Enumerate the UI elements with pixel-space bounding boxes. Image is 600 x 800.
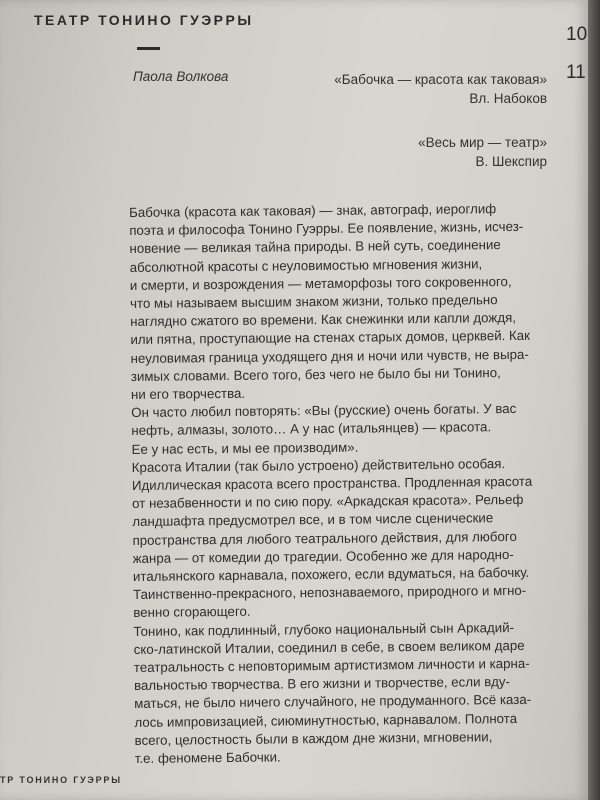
text-line: абсолютной красоты с неуловимостью мгновения жизни, bbox=[129, 255, 483, 275]
text-line: жанра — от комедии до трагедии. Особенно же для народно- bbox=[132, 546, 514, 566]
text-line: наглядно сжатого во времени. Как снежинки или капли дождя, bbox=[130, 310, 517, 330]
text-line: нефть, алмазы, золото… А у нас (итальянцев) — красота. bbox=[131, 419, 492, 439]
text-line: Бабочка (красота как таковая) — знак, автограф, иероглиф bbox=[129, 201, 497, 220]
page-number-10: 10 bbox=[566, 24, 588, 45]
text-line: от незабвенности и по сию пору. «Аркадская красота». Рельеф bbox=[132, 492, 524, 512]
text-line: маться, не было ничего случайного, не продуманного. Всё каза- bbox=[134, 692, 532, 712]
epigraph-quote: «Бабочка — красота как таковая» bbox=[334, 72, 547, 87]
author-name: Паола Волкова bbox=[133, 69, 229, 84]
running-footer-title: ТР ТОНИНО ГУЭРРЫ bbox=[0, 775, 122, 785]
text-line: поэта и философа Тонино Гуэрры. Ее появление, жизнь, исчез- bbox=[129, 219, 524, 239]
text-line: итальянского карнавала, похожего, если вдуматься, на бабочку. bbox=[132, 564, 530, 585]
text-line: что мы называем высшим знаком жизни, только предельно bbox=[129, 292, 498, 312]
body-text bbox=[129, 199, 575, 768]
text-line: Ее у нас есть, и мы ее производим». bbox=[131, 439, 359, 457]
book-edge-strip bbox=[588, 0, 600, 800]
text-line: всего, целостность были в каждом дне жизни, мгновении, bbox=[134, 729, 493, 748]
text-line: вальностью творчества. В его жизни и творчестве, если вду- bbox=[133, 674, 510, 694]
text-line: ни его творчества. bbox=[130, 385, 246, 403]
text-line: неуловимая граница уходящего дня и ночи или чувств, не выра- bbox=[130, 346, 529, 366]
text-line: Идиллическая красота всего пространства. Продленная красота bbox=[131, 473, 533, 494]
epigraph-1 bbox=[334, 70, 547, 108]
text-line: Красота Италии (так было устроено) действительно особая. bbox=[131, 455, 506, 475]
text-line: и смерти, и возрождения — метаморфозы того сокровенного, bbox=[129, 273, 512, 293]
text-line: венно сгорающего. bbox=[133, 604, 251, 621]
text-line: Таинственно-прекрасного, непознаваемого, природного и мгно- bbox=[133, 583, 527, 603]
epigraph-quote: «Весь мир — театр» bbox=[418, 135, 547, 150]
epigraph-2 bbox=[418, 133, 547, 171]
header-dash-divider bbox=[137, 47, 160, 50]
page-number-11: 11 bbox=[566, 62, 586, 83]
running-header-title: ТЕАТР ТОНИНО ГУЭРРЫ bbox=[34, 12, 254, 28]
text-line: лось импровизацией, сиюминутностью, карнавалом. Полнота bbox=[134, 710, 518, 730]
text-line: ско-латинской Италии, соединил в себе, в своем великом даре bbox=[133, 637, 525, 657]
text-line: зимых словами. Всего того, без чего не было бы ни Тонино, bbox=[130, 364, 501, 384]
epigraph-source: Вл. Набоков bbox=[469, 91, 547, 106]
text-line: или пятна, проступающие на стенах старых домов, церквей. Как bbox=[130, 328, 531, 348]
text-line: театральность с неповторимым артистизмом личности и карна- bbox=[133, 655, 530, 676]
epigraph-source: В. Шекспир bbox=[475, 154, 547, 169]
text-line: новение — великая тайна природы. В ней суть, соединение bbox=[129, 237, 501, 257]
text-line: пространства для любого театрального действия, для любого bbox=[132, 528, 517, 548]
text-line: ландшафта предусмотрел все, и в том числе сценические bbox=[132, 510, 494, 530]
text-line: Он часто любил повторять: «Вы (русские) очень богаты. У вас bbox=[131, 401, 517, 421]
text-line: т.е. феномене Бабочки. bbox=[134, 749, 281, 767]
text-line: Тонино, как подлинный, глубоко национальный сын Аркадий- bbox=[133, 619, 515, 639]
